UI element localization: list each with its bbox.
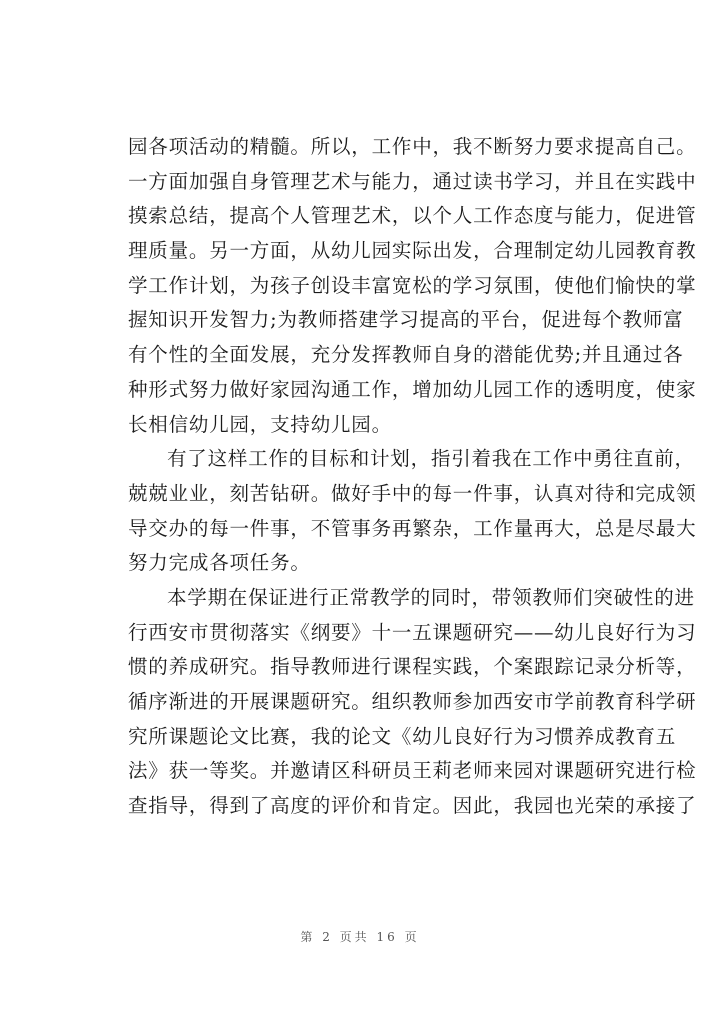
text-line: 握知识开发智力;为教师搭建学习提高的平台，促进每个教师富 [128,308,684,332]
document-body [128,130,697,824]
text-line: 一方面加强自身管理艺术与能力，通过读书学习，并且在实践中 [128,169,697,193]
text-line: 行西安市贯彻落实《纲要》十一五课题研究——幼儿良好行为习 [128,620,697,644]
text-line-paragraph-end: 努力完成各项任务。 [128,551,311,575]
text-line: 园各项活动的精髓。所以，工作中，我不断努力要求提高自己。 [128,135,697,158]
text-line: 究所课题论文比赛，我的论文《幼儿良好行为习惯养成教育五 [128,724,677,748]
text-line: 兢兢业业，刻苦钻研。做好手中的每一件事，认真对待和完成领 [128,481,697,505]
text-line: 惯的养成研究。指导教师进行课程实践，个案跟踪记录分析等， [128,655,697,679]
text-line-paragraph-start: 本学期在保证进行正常教学的同时，带领教师们突破性的进 [167,585,695,609]
text-line: 循序渐进的开展课题研究。组织教师参加西安市学前教育科学研 [128,690,697,713]
text-line: 理质量。另一方面，从幼儿园实际出发，合理制定幼儿园教育教 [128,239,697,263]
text-line: 种形式努力做好家园沟通工作，增加幼儿园工作的透明度，使家 [128,377,697,401]
page-number-footer: 第 2 页共 16 页 [300,930,420,944]
text-line: 查指导，得到了高度的评价和肯定。因此，我园也光荣的承接了 [128,794,697,818]
text-line-paragraph-end: 长相信幼儿园，支持幼儿园。 [128,412,392,436]
text-line: 法》获一等奖。并邀请区科研员王莉老师来园对课题研究进行检 [128,759,697,783]
text-line: 有个性的全面发展，充分发挥教师自身的潜能优势;并且通过各 [128,343,684,367]
text-line: 摸索总结，提高个人管理艺术，以个人工作态度与能力，促进管 [128,204,697,228]
text-line-paragraph-start: 有了这样工作的目标和计划，指引着我在工作中勇往直前， [167,447,695,471]
text-line: 导交办的每一件事，不管事务再繁杂，工作量再大，总是尽最大 [128,516,697,540]
text-line: 学工作计划，为孩子创设丰富宽松的学习氛围，使他们愉快的掌 [128,273,697,297]
